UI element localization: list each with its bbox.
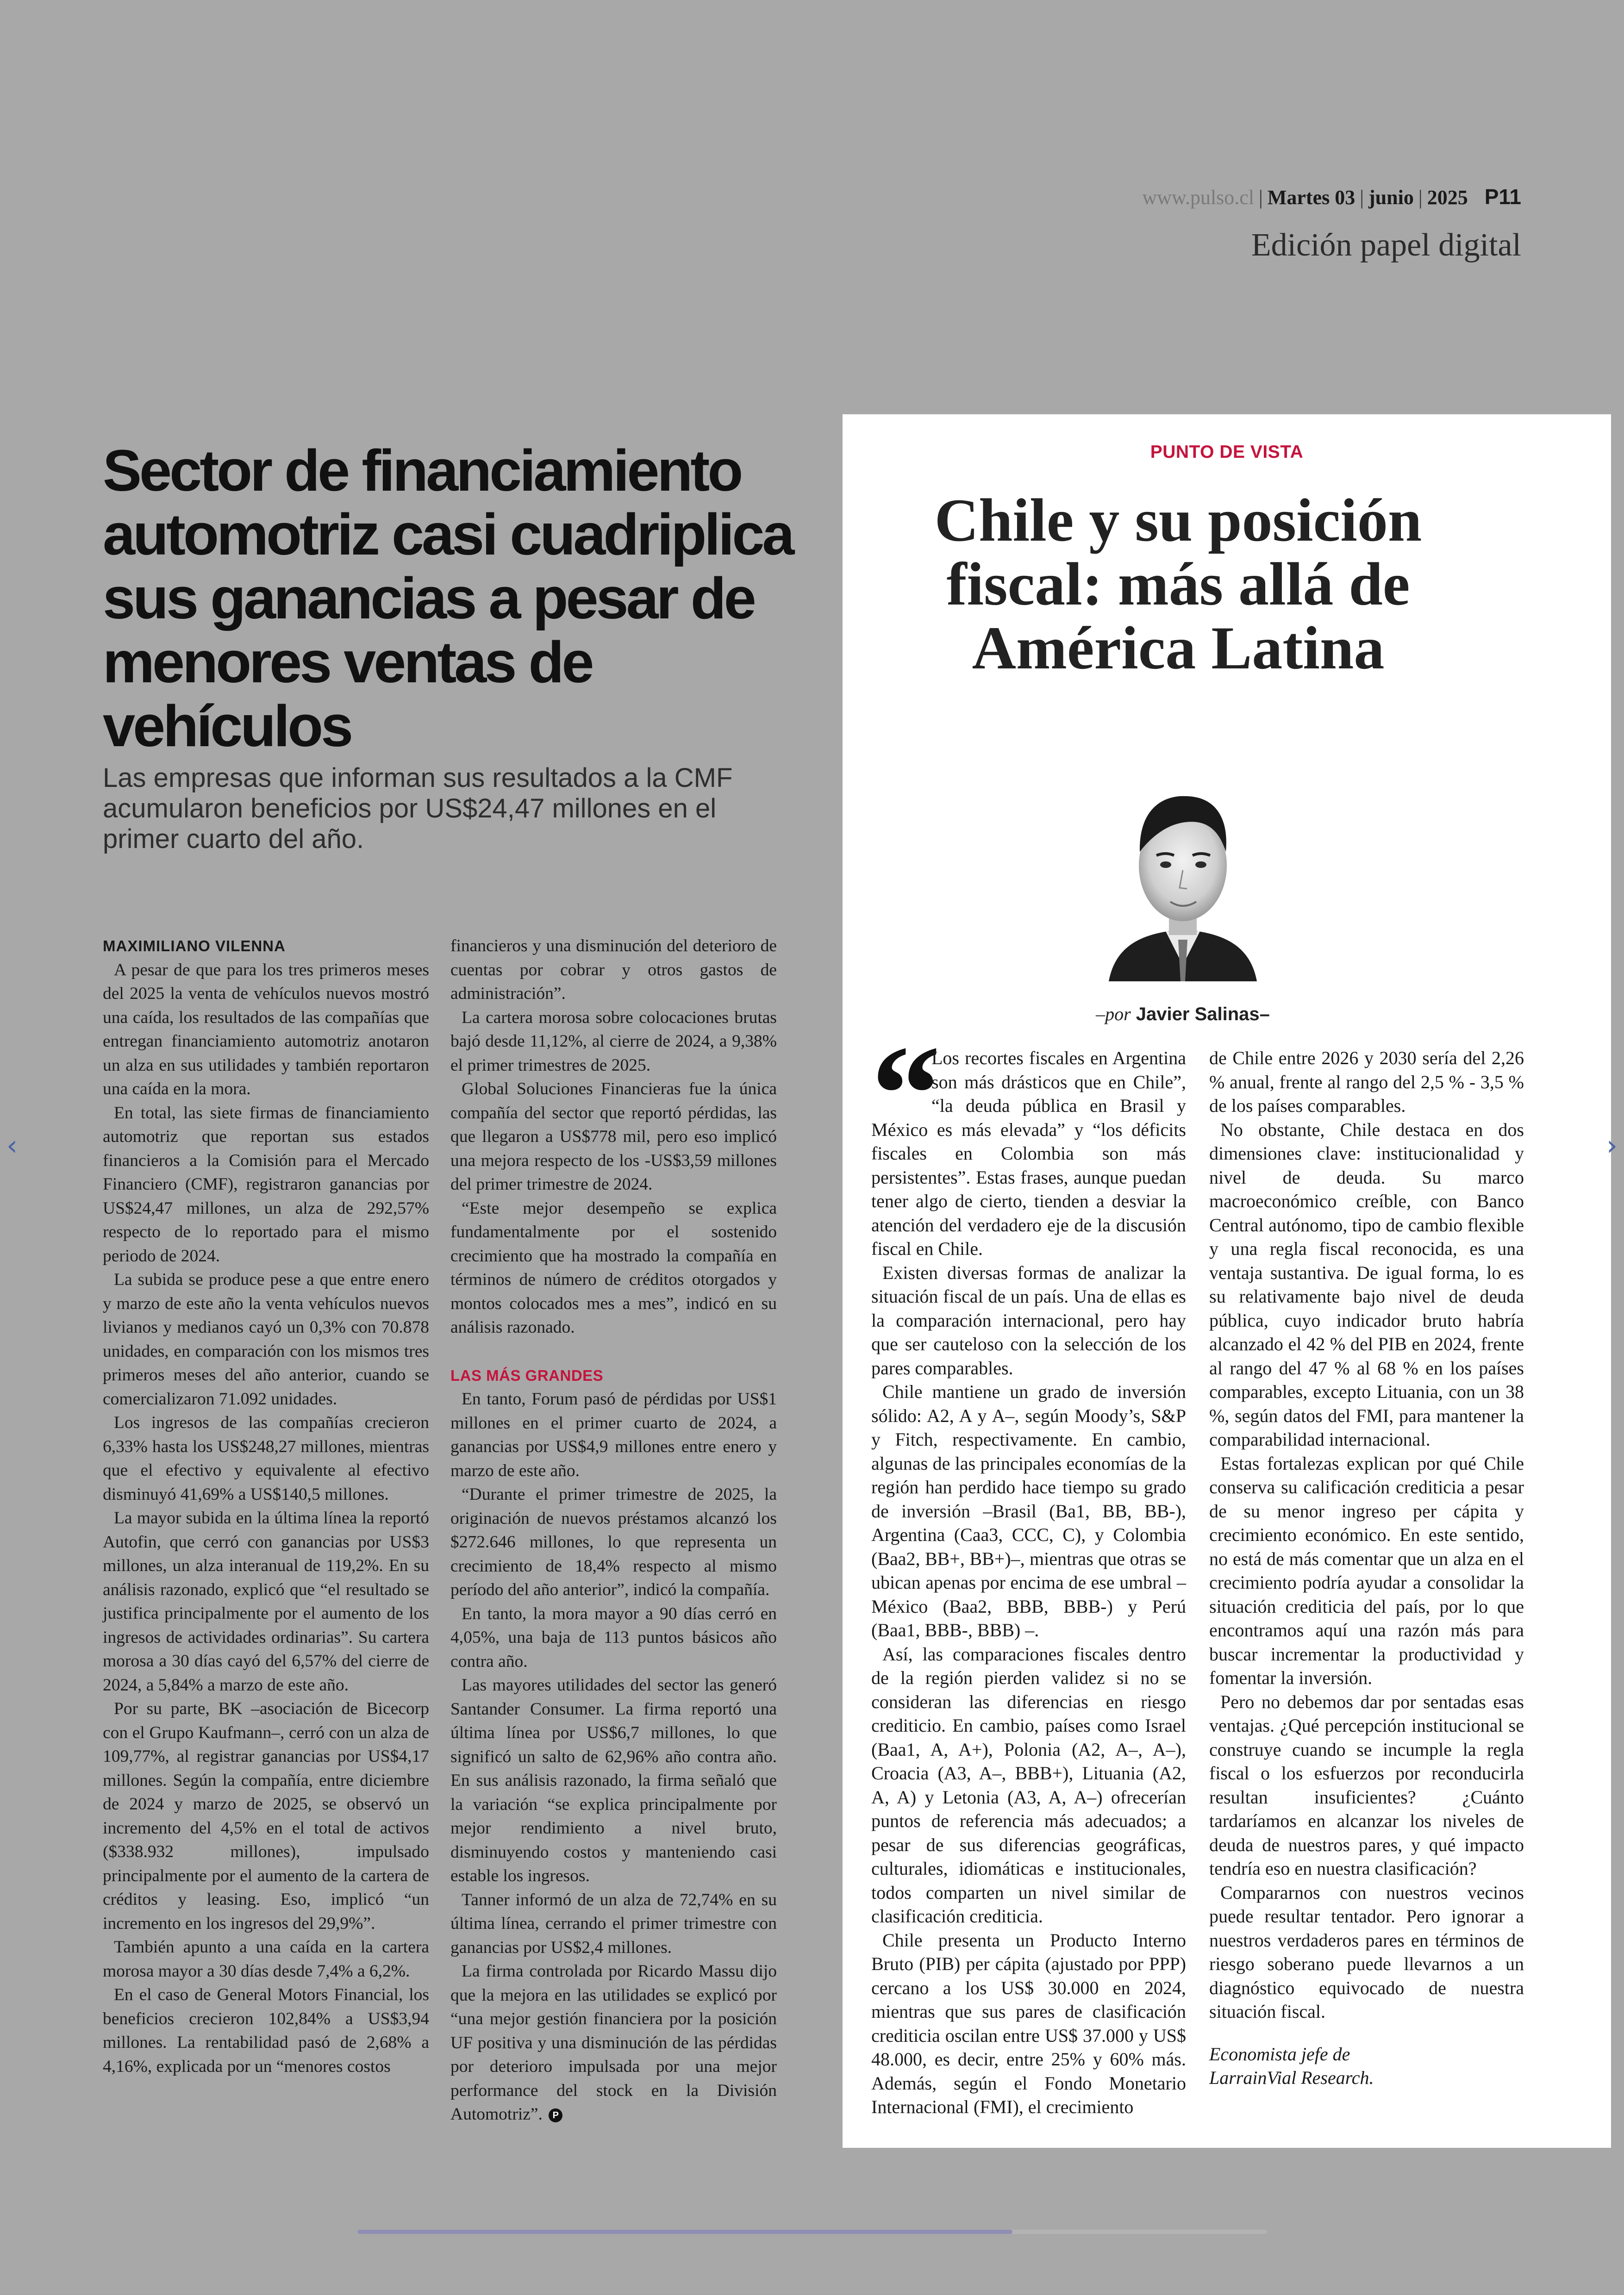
article-column-1 xyxy=(103,934,429,2078)
opinion-paragraph: Compararnos con nuestros vecinos puede resultar tentador. Pero ignorar a nuestros verdaderos pares en términos de riesgo soberano puede llevarnos a un diagnóstico equivocado de nuestra situación fiscal. xyxy=(1209,1882,1524,2022)
article-paragraph: En tanto, la mora mayor a 90 días cerró en 4,05%, una baja de 113 puntos básicos año contra año. xyxy=(450,1604,777,1671)
article-column-2 xyxy=(450,934,777,2127)
article-byline: MAXIMILIANO VILENNA xyxy=(103,937,286,954)
article-paragraph: En tanto, Forum pasó de pérdidas por US$1 millones en el primer cuarto de 2024, a ganancias por US$4,9 millones entre enero y marzo de este año. xyxy=(450,1390,777,1480)
article-paragraph: Global Soluciones Financieras fue la única compañía del sector que reportó pérdidas, las que llegaron a US$778 mil, pero eso implicó una mejora respecto de los -US$3,59 millones del primer trimestre de 2024. xyxy=(450,1079,777,1194)
issue-year: 2025 xyxy=(1427,186,1468,209)
signoff-line-1: Economista jefe de xyxy=(1209,2043,1350,2064)
article-paragraph: También apunto a una caída en la cartera morosa mayor a 30 días desde 7,4% a 6,2%. xyxy=(103,1938,429,1981)
author-prefix: –por xyxy=(1096,1004,1131,1024)
site-url[interactable]: www.pulso.cl xyxy=(1142,186,1255,209)
opinion-kicker: PUNTO DE VISTA xyxy=(1150,442,1304,462)
opinion-paragraph: Existen diversas formas de analizar la situación fiscal de un país. Una de ellas es la comparación internacional, pero hay que ser cauteloso con la selección de los pares comparables. xyxy=(871,1262,1186,1378)
opinion-paragraph: Pero no debemos dar por sentadas esas ventajas. ¿Qué percepción institucional se construye cuando se incumple la regla fiscal o los esfuerzos por reconducirla resultan insuficientes? ¿Cuánto tardaríamos en alcanzar los niveles de deuda de nuestros pares, y qué impacto tendría eso en nuestra clasificación? xyxy=(1209,1691,1524,1879)
opinion-paragraph: Chile mantiene un grado de inversión sólido: A2, A y A–, según Moody’s, S&P y Fitch, respectivamente. En cambio, algunas de las principales economías de la región han perdido hace tiempo su grado de inversión –Brasil (Ba1, BB, BB-), Argentina (Caa3, CCC, C), y Colombia (Baa2, BB+, BB+)–, mientras que otras se ubican apenas por encima de ese umbral –México (Baa2, BBB, BBB-) y Perú (Baa1, BBB-, BBB) –. xyxy=(871,1381,1186,1640)
opinion-paragraph: Los recortes fiscales en Argentina son más drásticos que en Chile”, “la deuda pública en Brasil y México es más elevada” y “los déficits fiscales en Colombia son más persistentes”. Estas frases, aunque puedan tener algo de cierto, tienden a desviar la atención del verdadero eje de la discusión fiscal en Chile. xyxy=(871,1048,1186,1259)
article-paragraph: Tanner informó de un alza de 72,74% en su última línea, cerrando el primer trimestre con ganancias por US$2,4 millones. xyxy=(450,1890,777,1957)
opinion-column-2 xyxy=(1209,1046,1524,2090)
article-deck: Las empresas que informan sus resultados a la CMF acumularon beneficios por US$24,47 millones en el primer cuarto del año. xyxy=(103,763,733,854)
article-paragraph: La subida se produce pese a que entre enero y marzo de este año la venta vehículos nuevos livianos y medianos cayó un 0,3% con 70.878 unidades, en comparación con los mismos tres primeros meses del año anterior, cuando se comercializaron 71.092 unidades. xyxy=(103,1270,429,1409)
article-paragraph: Las mayores utilidades del sector las generó Santander Consumer. La firma reportó una última línea por US$6,7 millones, lo que significó un salto de 62,96% año contra año. En sus análisis razonado, la firma señaló que la variación “se explica principalmente por mejor rendimiento a nivel bruto, disminuyendo costos y manteniendo casi estable los ingresos. xyxy=(450,1676,777,1885)
separator: | xyxy=(1418,186,1423,209)
masthead xyxy=(1142,184,1521,209)
separator: | xyxy=(1259,186,1263,209)
quote-mark-icon: “ xyxy=(871,1017,941,1171)
article-paragraph: “Durante el primer trimestre de 2025, la originación de nuevos préstamos alcanzó los $272.646 millones, lo que representa un crecimiento de 18,4% respecto al mismo período del año anterior”, indicó la compañía. xyxy=(450,1485,777,1599)
article-paragraph: En total, las siete firmas de financiamiento automotriz que reportan sus estados financieros a la Comisión para el Mercado Financiero (CMF), registraron ganancias por US$24,47 millones, un alza de 292,57% respecto de lo reportado para el mismo periodo de 2024. xyxy=(103,1103,429,1266)
issue-month: junio xyxy=(1368,186,1414,209)
opinion-author xyxy=(843,1003,1523,1025)
end-mark-icon: P xyxy=(549,2108,562,2122)
issue-day: Martes 03 xyxy=(1267,186,1355,209)
article-paragraph: En el caso de General Motors Financial, los beneficios crecieron 102,84% a US$3,94 millones. La rentabilidad pasó de 2,68% a 4,16%, explicada por un “menores costos xyxy=(103,1985,429,2076)
article-paragraph xyxy=(450,1959,777,2127)
edition-label: Edición papel digital xyxy=(1251,227,1521,263)
opinion-paragraph: Así, las comparaciones fiscales dentro de la región pierden validez si no se consideran las diferencias en riesgo crediticio. En cambio, países como Israel (Baa1, A, A+), Polonia (A2, A–, A–), Croacia (A3, A–, BBB+), Lituania (A2, A, A) y Letonia (A3, A, A–) ofrecerían puntos de referencia más adecuados; a pesar de sus diferencias geográficas, culturales, idiomáticas e institucionales, todos comparten un nivel similar de clasificación crediticia. xyxy=(871,1643,1186,1927)
article-headline: Sector de financiamiento automotriz casi cuadriplica sus ganancias a pesar de menores ventas de vehículos xyxy=(103,438,793,759)
opinion-paragraph: Estas fortalezas explican por qué Chile conserva su calificación crediticia a pesar de su menor ingreso per cápita y crecimiento económico. En este sentido, no está de más comentar que un alza en el crecimiento podría ayudar a consolidar la situación crediticia del país, por lo que encontramos aquí una razón más para buscar incrementar la productividad y fomentar la inversión. xyxy=(1209,1453,1524,1688)
article-paragraph: financieros y una disminución del deterioro de cuentas por cobrar y otros gastos de administración”. xyxy=(450,936,777,1003)
author-name: Javier Salinas xyxy=(1136,1004,1260,1024)
article-paragraph: “Este mejor desempeño se explica fundamentalmente por el sostenido crecimiento que ha mostrado la compañía en términos de número de créditos otorgados y montos colocados mes a mes”, indicó en su análisis razonado. xyxy=(450,1198,777,1337)
next-page-icon[interactable]: › xyxy=(1606,1129,1618,1162)
opinion-paragraph: de Chile entre 2026 y 2030 sería del 2,26 % anual, frente al rango del 2,5 % - 3,5 % de los países comparables. xyxy=(1209,1048,1524,1116)
article-paragraph-text: La firma controlada por Ricardo Massu dijo que la mejora en las utilidades se explicó por “una mejor gestión financiera por la posición UF positiva y una disminución de las pérdidas por deterioro impulsada por una mejor performance del stock en la División Automotriz”. xyxy=(450,1962,777,2124)
signoff-line-2: LarrainVial Research. xyxy=(1209,2067,1374,2088)
opinion-column-1 xyxy=(871,1017,1186,2119)
opinion-card xyxy=(843,414,1611,2148)
author-suffix: – xyxy=(1259,1004,1270,1024)
scrollbar-thumb[interactable] xyxy=(357,2230,1012,2234)
scrollbar-track[interactable] xyxy=(357,2230,1267,2234)
article-paragraph: La mayor subida en la última línea la reportó Autofin, que cerró con ganancias por US$3 millones, un alza interanual de 119,2%. En su análisis razonado, explicó que “el resultado se justifica principalmente por el aumento de los ingresos de actividades ordinarias”. Su cartera morosa a 30 días cayó del 6,57% del cierre de 2024, a 5,84% a marzo de este año. xyxy=(103,1509,429,1695)
article-paragraph: Los ingresos de las compañías crecieron 6,33% hasta los US$248,27 millones, mientras que el efectivo y equivalente al efectivo disminuyó 41,69% a US$140,5 millones. xyxy=(103,1413,429,1504)
previous-page-icon[interactable]: ‹ xyxy=(6,1129,18,1162)
opinion-paragraph: Chile presenta un Producto Interno Bruto (PIB) per cápita (ajustado por PPP) cercano a los US$ 30.000 en 2024, mientras que sus pares de clasificación crediticia oscilan entre US$ 37.000 y US$ 48.000, es decir, entre 25% y 60% más. Además, según el Fondo Monetario Internacional (FMI), el crecimiento xyxy=(871,1929,1186,2117)
article-paragraph: Por su parte, BK –asociación de Bicecorp con el Grupo Kaufmann–, cerró con un alza de 109,77%, al registrar ganancias por US$4,17 millones. Según la compañía, entre diciembre de 2024 y marzo de 2025, se observó un incremento del 4,5% en el total de activos ($338.932 millones), impulsado principalmente por el aumento de la cartera de créditos y leasing. Eso, implicó “un incremento en los ingresos del 29,9%”. xyxy=(103,1699,429,1933)
author-portrait xyxy=(1106,782,1259,981)
separator: | xyxy=(1360,186,1364,209)
opinion-paragraph: No obstante, Chile destaca en dos dimensiones clave: institucionalidad y nivel de deuda. Su marco macroeconómico creíble, con Banco Central autónomo, tipo de cambio flexible y una regla fiscal reconocida, es una ventaja sustantiva. De igual forma, lo es su relativamente bajo nivel de deuda pública, cuyo indicador bruto habría alcanzado el 42 % del PIB en 2024, frente al rango del 47 % al 68 % en los países comparables, excepto Lituania, con un 38 %, según datos del FMI, para mantener la comparabilidad internacional. xyxy=(1209,1119,1524,1450)
opinion-signoff xyxy=(1209,2042,1524,2090)
article-paragraph: La cartera morosa sobre colocaciones brutas bajó desde 11,12%, al cierre de 2024, a 9,38% el primer trimestres de 2025. xyxy=(450,1008,777,1075)
opinion-title: Chile y su posición fiscal: más allá de América Latina xyxy=(934,486,1422,682)
article-paragraph: A pesar de que para los tres primeros meses del 2025 la venta de vehículos nuevos mostró una caída, los resultados de las compañías que entregan financiamiento automotriz anotaron un alza en sus utilidades y también reportaron una caída en la mora. xyxy=(103,960,429,1098)
article-subhead: LAS MÁS GRANDES xyxy=(450,1366,604,1384)
page-number: P11 xyxy=(1484,185,1521,209)
